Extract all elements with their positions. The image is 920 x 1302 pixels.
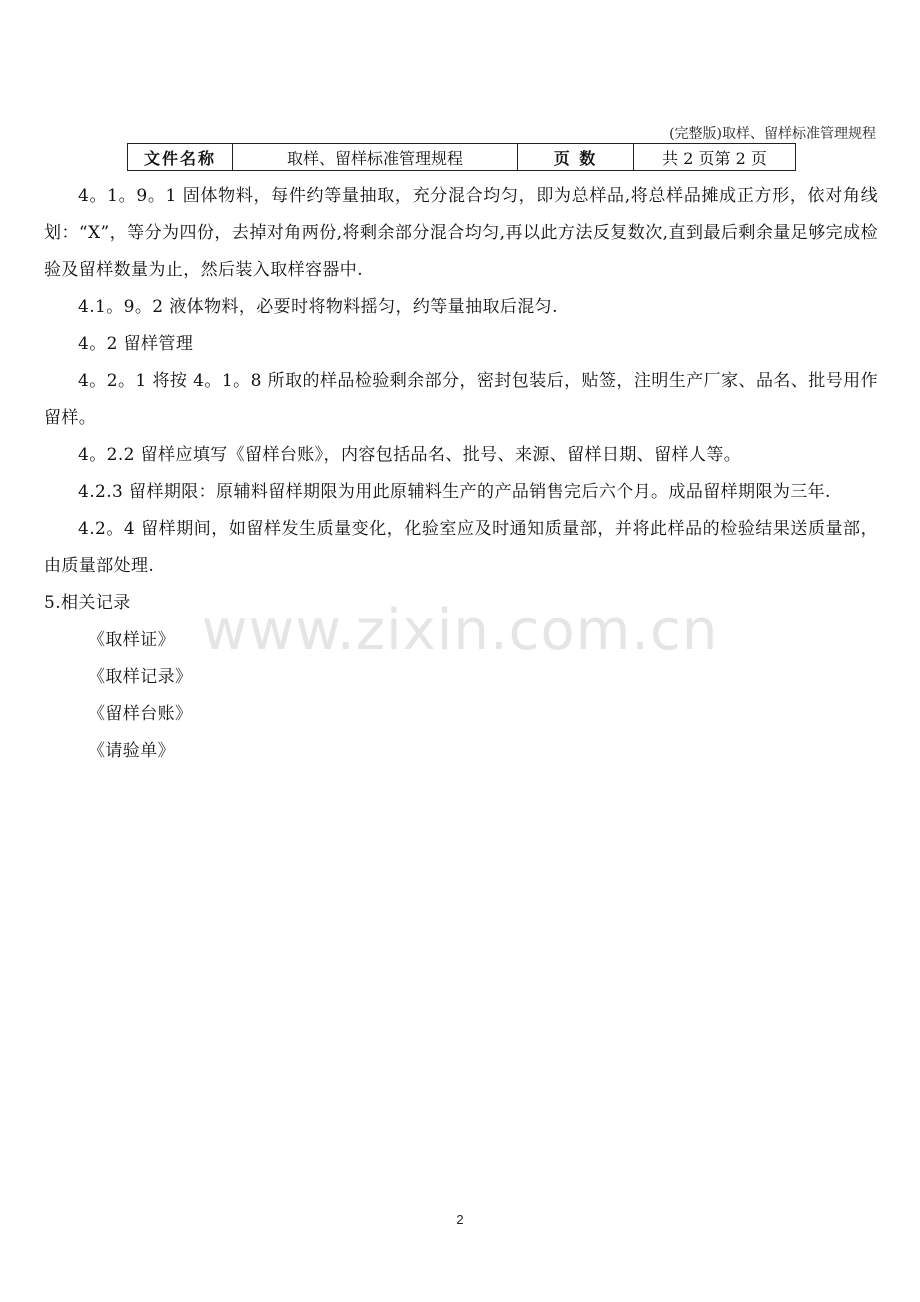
record-item: 《取样证》	[88, 630, 175, 650]
page-count-label: 页 数	[518, 144, 634, 171]
doc-name-value: 取样、留样标准管理规程	[233, 144, 518, 171]
document-body	[44, 178, 878, 770]
heading-4-2: 4。2 留样管理	[78, 334, 194, 354]
page-number: 2	[456, 1212, 464, 1227]
record-item: 《请验单》	[88, 741, 175, 761]
doc-name-label: 文件名称	[128, 144, 233, 171]
record-item: 《取样记录》	[88, 667, 193, 687]
page-count-value: 共 2 页第 2 页	[634, 144, 796, 171]
paragraph-4-1-9-2: 4.1。9。2 液体物料，必要时将物料摇匀，约等量抽取后混匀.	[78, 297, 558, 317]
paragraph-4-2-4: 4.2。4 留样期间，如留样发生质量变化，化验室应及时通知质量部，并将此样品的检验结果送质量部，由质量部处理.	[44, 519, 878, 576]
document-info-table	[127, 143, 796, 171]
paragraph-4-2-2: 4。2.2 留样应填写《留样台账》，内容包括品名、批号、来源、留样日期、留样人等。	[78, 445, 742, 465]
record-item: 《留样台账》	[88, 704, 193, 724]
section-5-title: 5.相关记录	[44, 593, 131, 613]
document-info-row	[128, 144, 796, 171]
paragraph-4-2-1: 4。2。1 将按 4。1。8 所取的样品检验剩余部分，密封包装后，贴签，注明生产厂家、品名、批号用作留样。	[44, 371, 878, 428]
watermark: www.zixin.com.cn	[201, 598, 719, 663]
paragraph-4-1-9-1: 4。1。9。1 固体物料，每件约等量抽取，充分混合均匀，即为总样品,将总样品摊成正方形，依对角线划：“X”，等分为四份，去掉对角两份,将剩余部分混合均匀,再以此方法反复数次,直到最后剩余量足够完成检验及留样数量为止，然后装入取样容器中.	[44, 186, 878, 280]
paragraph-4-2-3: 4.2.3 留样期限：原辅料留样期限为用此原辅料生产的产品销售完后六个月。成品留样期限为三年.	[78, 482, 831, 502]
running-header: (完整版)取样、留样标准管理规程	[669, 126, 876, 142]
